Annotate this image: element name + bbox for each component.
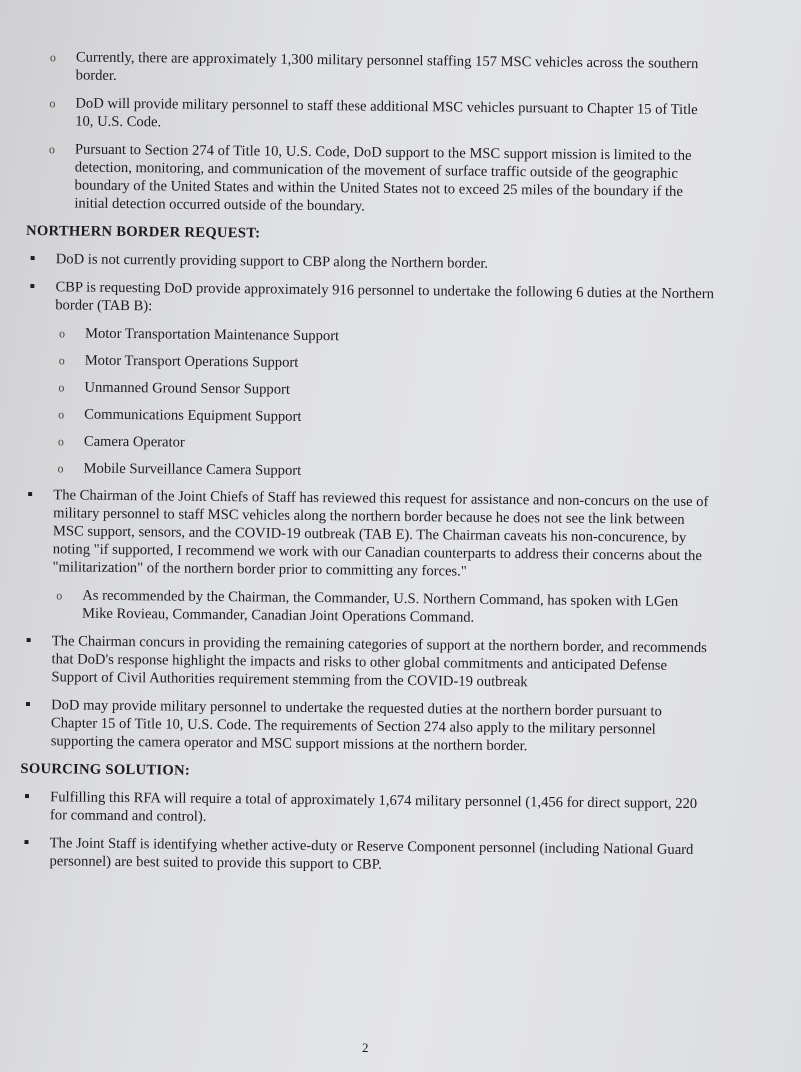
list-item: o As recommended by the Chairman, the Commander, U.S. Northern Command, has spoken with LGen Mike Rovieau, Commander, Canadian Joint Operations Command. bbox=[56, 587, 679, 626]
list-item: ▪ Fulfilling this RFA will require a total of approximately 1,674 military personnel (1,456 for direct support, 220 for command and control). bbox=[24, 788, 698, 825]
duty-item: o Unmanned Ground Sensor Support bbox=[58, 379, 291, 398]
page-number: 2 bbox=[362, 1040, 369, 1055]
filled-bullet-icon: ▪ bbox=[29, 278, 36, 296]
list-item: ▪ CBP is requesting DoD provide approximately 916 personnel to undertake the following 6 duties at the Northern border (TAB B): bbox=[29, 278, 715, 315]
hollow-bullet-icon: o bbox=[57, 434, 64, 449]
list-item: o Currently, there are approximately 1,300 military personnel staffing 157 MSC vehicles across the southern border. bbox=[49, 49, 699, 84]
duty-item: o Motor Transportation Maintenance Support bbox=[58, 325, 340, 345]
list-item: ▪ The Chairman concurs in providing the remaining categories of support at the northern border, and recommends that DoD's response highlight the impacts and risks to other global commitments and anticipated Defense Support of Civil Authorities requirement stemming from the COVID-19 outbreak bbox=[25, 632, 707, 691]
duty-item: o Camera Operator bbox=[57, 433, 185, 451]
filled-bullet-icon: ▪ bbox=[25, 696, 31, 714]
filled-bullet-icon: ▪ bbox=[23, 833, 30, 852]
duty-item: o Motor Transport Operations Support bbox=[58, 352, 299, 371]
duty-item: o Mobile Surveillance Camera Support bbox=[57, 460, 302, 479]
list-item: ▪ DoD is not currently providing support to CBP along the Northern border. bbox=[29, 250, 489, 272]
section-heading-sourcing-solution: SOURCING SOLUTION: bbox=[20, 760, 191, 779]
list-item: ▪ The Joint Staff is identifying whether active-duty or Reserve Component personnel (including National Guard personnel) are best suited to provide this support to CBP. bbox=[23, 833, 694, 873]
section-heading-northern-border: NORTHERN BORDER REQUEST: bbox=[25, 222, 261, 242]
hollow-bullet-icon: o bbox=[48, 142, 56, 157]
hollow-bullet-icon: o bbox=[57, 461, 64, 476]
list-item: ▪ DoD may provide military personnel to undertake the requested duties at the northern border pursuant to Chapter 15 of Title 10, U.S. Code. The requirements of Section 274 also apply to the military personnel supporting the camera operator and MSC support missions at the northern border. bbox=[25, 696, 662, 755]
list-item: ▪ The Chairman of the Joint Chiefs of Staff has reviewed this request for assistance and non-concurs on the use of military personnel to staff MSC vehicles along the northern border because he does not see the link between MSC support, sensors, and the COVID-19 outbreak (TAB E). The Chairman caveats his non-concurence, by noting "if supported, I recommend we work with our Canadian counterparts to address their concerns about the "militarization" of the northern border prior to committing any forces." bbox=[27, 486, 709, 580]
document-body bbox=[19, 48, 718, 887]
hollow-bullet-icon: o bbox=[58, 407, 65, 422]
filled-bullet-icon: ▪ bbox=[29, 250, 36, 268]
hollow-bullet-icon: o bbox=[56, 588, 63, 603]
list-item: o DoD will provide military personnel to staff these additional MSC vehicles pursuant to Chapter 15 of Title 10, U.S. Code. bbox=[49, 95, 698, 131]
hollow-bullet-icon: o bbox=[49, 50, 56, 65]
list-item: o Pursuant to Section 274 of Title 10, U.S. Code, DoD support to the MSC support mission is limited to the detection, monitoring, and communication of the movement of surface traffic outside of the geographic boundary of the United States and within the United States not to exceed 25 miles of the boundary if the initial detection occurred outside of the boundary. bbox=[48, 141, 692, 215]
hollow-bullet-icon: o bbox=[58, 326, 66, 341]
hollow-bullet-icon: o bbox=[58, 353, 65, 368]
filled-bullet-icon: ▪ bbox=[27, 486, 34, 504]
hollow-bullet-icon: o bbox=[49, 96, 56, 111]
filled-bullet-icon: ▪ bbox=[25, 632, 32, 650]
filled-bullet-icon: ▪ bbox=[24, 788, 30, 806]
hollow-bullet-icon: o bbox=[58, 380, 65, 395]
duty-item: o Communications Equipment Support bbox=[58, 406, 302, 425]
